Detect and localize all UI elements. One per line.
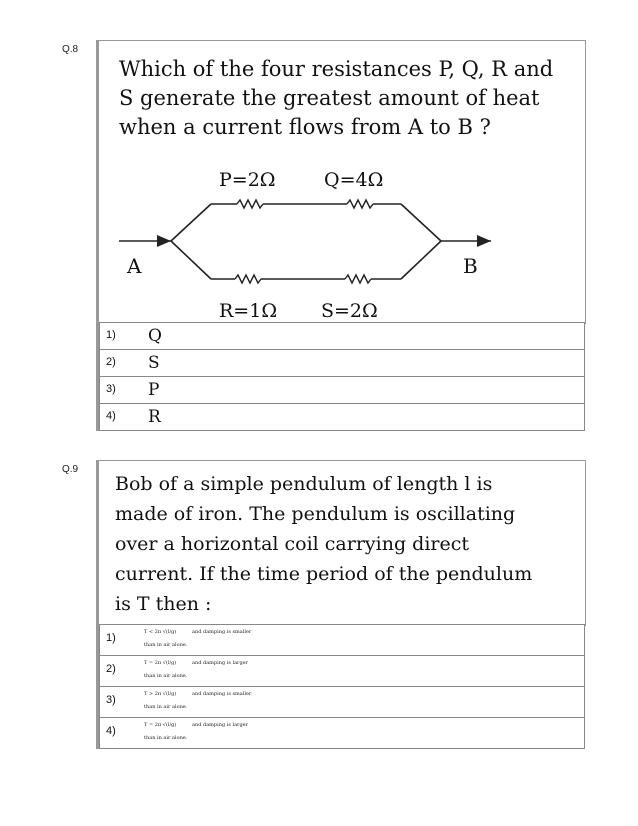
option-formula: T = 2π √(l/g) [144,722,177,728]
option-number: 1) [106,329,116,341]
q8-option-2[interactable] [99,350,585,377]
q9-label: Q.9 [62,464,79,475]
q8-label: Q.8 [62,44,79,55]
resistor-q [347,200,373,208]
resistor-r [235,275,261,283]
q9-question-box [96,460,586,626]
q9-option-3[interactable] [99,687,585,718]
label-q: Q=4Ω [324,169,384,191]
option-line-1: and damping is larger [192,722,248,728]
q9-line-2: made of iron. The pendulum is oscillating [115,503,516,525]
q8-line-3: when a current flows from A to B ? [119,115,491,139]
option-number: 2) [106,356,116,368]
q9-line-3: over a horizontal coil carrying direct [115,533,470,555]
q9-option-2[interactable] [99,656,585,687]
option-line-2: than in air alone. [144,704,188,710]
q8-options [96,322,585,431]
label-s: S=2Ω [321,300,378,322]
resistor-s [345,275,371,283]
option-text: P [148,380,160,400]
option-number: 2) [106,663,116,675]
option-text: R [148,407,161,427]
q9-option-4[interactable] [99,718,585,749]
output-arrow [477,235,491,247]
q9-option-1[interactable] [99,624,585,656]
q8-line-2: S generate the greatest amount of heat [119,86,540,110]
q8-option-3[interactable] [99,377,585,404]
q8-circuit-diagram [99,41,585,323]
q9-options [96,624,585,749]
option-line-2: than in air alone. [144,735,188,741]
option-formula: T = 2π √(l/g) [144,660,177,666]
resistor-p [237,200,263,208]
option-number: 1) [106,632,116,644]
option-line-1: and damping is larger [192,660,248,666]
option-formula: T > 2π √(l/g) [144,691,177,697]
q9-line-1: Bob of a simple pendulum of length l is [115,473,493,495]
option-text: Q [148,326,162,346]
q9-line-5: is T then : [115,593,212,615]
q8-line-1: Which of the four resistances P, Q, R and [119,57,554,81]
q8-option-4[interactable] [99,404,585,431]
input-arrow [157,235,171,247]
q8-option-1[interactable] [99,322,585,350]
option-line-2: than in air alone. [144,673,188,679]
option-line-1: and damping is smaller [192,629,252,635]
option-number: 3) [106,694,116,706]
option-line-1: and damping is smaller [192,691,252,697]
option-formula: T < 2π √(l/g) [144,629,177,635]
option-number: 3) [106,383,116,395]
label-p: P=2Ω [219,169,276,191]
option-text: S [148,353,160,373]
node-a: A [127,254,142,278]
q9-line-4: current. If the time period of the pendulum [115,563,533,585]
node-b: B [463,254,478,278]
q8-question-box [96,40,586,324]
option-number: 4) [106,725,116,737]
option-number: 4) [106,410,116,422]
label-r: R=1Ω [219,300,278,322]
option-line-2: than in air alone. [144,642,188,648]
